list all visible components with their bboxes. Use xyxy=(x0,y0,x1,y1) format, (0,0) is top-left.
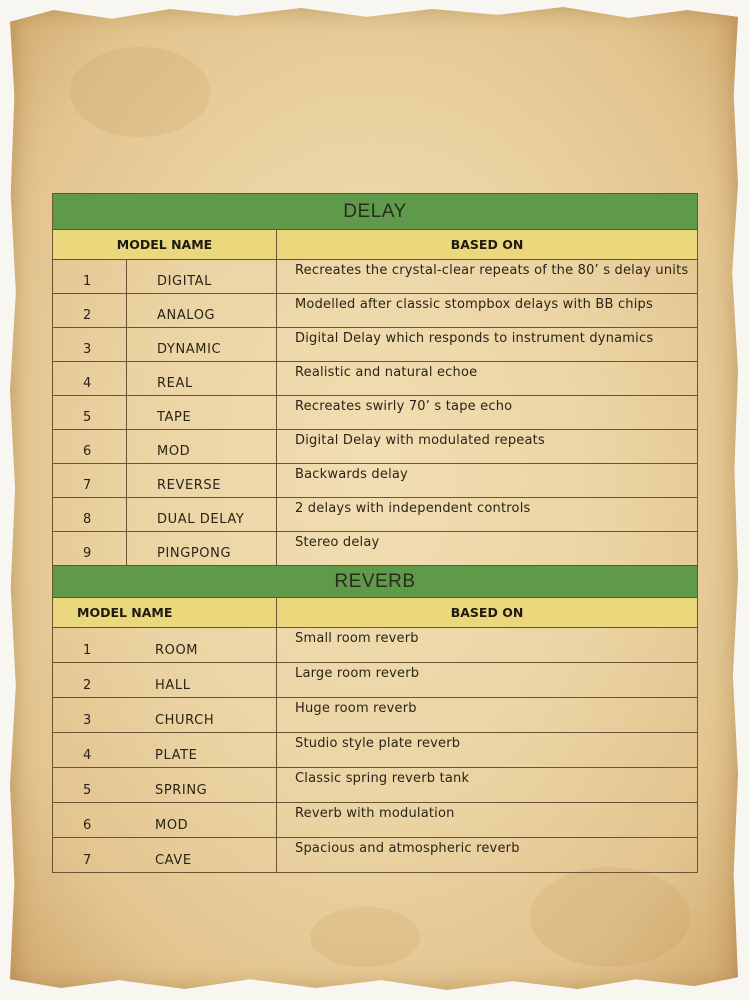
reverb-row-model-cell xyxy=(53,628,277,663)
reverb-row-model-cell xyxy=(53,838,277,873)
delay-table-row xyxy=(53,328,698,362)
delay-column-header xyxy=(53,230,698,260)
delay-col-model-name: MODEL NAME xyxy=(53,230,277,260)
delay-row-description: Stereo delay xyxy=(277,532,698,566)
reverb-row-number: 2 xyxy=(83,678,92,693)
delay-table-row xyxy=(53,532,698,566)
reverb-section-header xyxy=(53,566,698,598)
delay-table-row xyxy=(53,464,698,498)
delay-row-model-name: TAPE xyxy=(127,396,277,430)
reverb-row-model-name: HALL xyxy=(155,678,191,693)
reverb-table-row xyxy=(53,663,698,698)
delay-row-model-name: REVERSE xyxy=(127,464,277,498)
delay-row-number: 9 xyxy=(53,532,127,566)
reverb-rows xyxy=(53,628,698,873)
delay-row-number: 8 xyxy=(53,498,127,532)
reverb-row-description: Spacious and atmospheric reverb xyxy=(277,838,698,873)
reverb-row-model-name: SPRING xyxy=(155,783,208,798)
reverb-row-model-cell xyxy=(53,663,277,698)
delay-table-row xyxy=(53,430,698,464)
reverb-row-number: 3 xyxy=(83,713,92,728)
delay-rows xyxy=(53,260,698,566)
reverb-row-number: 5 xyxy=(83,783,92,798)
delay-row-model-name: DIGITAL xyxy=(127,260,277,294)
delay-row-description: Digital Delay which responds to instrument dynamics xyxy=(277,328,698,362)
reverb-row-number: 6 xyxy=(83,818,92,833)
delay-table-row xyxy=(53,396,698,430)
reverb-column-header xyxy=(53,598,698,628)
reverb-row-description: Small room reverb xyxy=(277,628,698,663)
reverb-title: REVERB xyxy=(53,566,698,598)
reverb-row-model-cell xyxy=(53,733,277,768)
delay-row-number: 2 xyxy=(53,294,127,328)
delay-row-number: 3 xyxy=(53,328,127,362)
delay-table-row xyxy=(53,294,698,328)
reverb-row-description: Classic spring reverb tank xyxy=(277,768,698,803)
paper-stain xyxy=(530,867,690,967)
reverb-row-model-name: PLATE xyxy=(155,748,198,763)
paper-stain xyxy=(70,47,210,137)
delay-row-model-name: REAL xyxy=(127,362,277,396)
delay-row-description: Recreates swirly 70’ s tape echo xyxy=(277,396,698,430)
delay-row-model-name: PINGPONG xyxy=(127,532,277,566)
spec-table xyxy=(52,193,698,873)
reverb-table-row xyxy=(53,628,698,663)
delay-row-number: 6 xyxy=(53,430,127,464)
delay-row-description: Modelled after classic stompbox delays with BB chips xyxy=(277,294,698,328)
reverb-row-number: 7 xyxy=(83,853,92,868)
reverb-table-row xyxy=(53,838,698,873)
reverb-table-row xyxy=(53,733,698,768)
delay-table-row xyxy=(53,362,698,396)
reverb-row-number: 4 xyxy=(83,748,92,763)
delay-col-based-on: BASED ON xyxy=(277,230,698,260)
delay-table-row xyxy=(53,260,698,294)
delay-row-description: 2 delays with independent controls xyxy=(277,498,698,532)
delay-row-model-name: ANALOG xyxy=(127,294,277,328)
delay-table-row xyxy=(53,498,698,532)
delay-row-description: Realistic and natural echoe xyxy=(277,362,698,396)
reverb-row-model-name: CHURCH xyxy=(155,713,215,728)
reverb-row-model-cell xyxy=(53,803,277,838)
reverb-col-based-on: BASED ON xyxy=(277,598,698,628)
reverb-row-model-name: CAVE xyxy=(155,853,192,868)
delay-title: DELAY xyxy=(53,194,698,230)
delay-row-model-name: DYNAMIC xyxy=(127,328,277,362)
reverb-row-description: Large room reverb xyxy=(277,663,698,698)
paper-stain xyxy=(310,907,420,967)
delay-row-description: Backwards delay xyxy=(277,464,698,498)
reverb-row-description: Reverb with modulation xyxy=(277,803,698,838)
delay-row-model-name: MOD xyxy=(127,430,277,464)
reverb-row-number: 1 xyxy=(83,643,92,658)
delay-row-number: 1 xyxy=(53,260,127,294)
reverb-row-model-name: MOD xyxy=(155,818,189,833)
effects-table xyxy=(52,193,697,873)
delay-row-number: 5 xyxy=(53,396,127,430)
delay-row-model-name: DUAL DELAY xyxy=(127,498,277,532)
reverb-row-model-cell xyxy=(53,698,277,733)
reverb-row-model-name: ROOM xyxy=(155,643,199,658)
delay-row-number: 7 xyxy=(53,464,127,498)
reverb-row-description: Studio style plate reverb xyxy=(277,733,698,768)
delay-section-header xyxy=(53,194,698,230)
delay-row-description: Digital Delay with modulated repeats xyxy=(277,430,698,464)
reverb-col-model-name: MODEL NAME xyxy=(53,598,277,628)
delay-row-description: Recreates the crystal-clear repeats of the 80’ s delay units xyxy=(277,260,698,294)
reverb-row-description: Huge room reverb xyxy=(277,698,698,733)
delay-row-number: 4 xyxy=(53,362,127,396)
reverb-table-row xyxy=(53,803,698,838)
reverb-table-row xyxy=(53,698,698,733)
reverb-row-model-cell xyxy=(53,768,277,803)
reverb-table-row xyxy=(53,768,698,803)
